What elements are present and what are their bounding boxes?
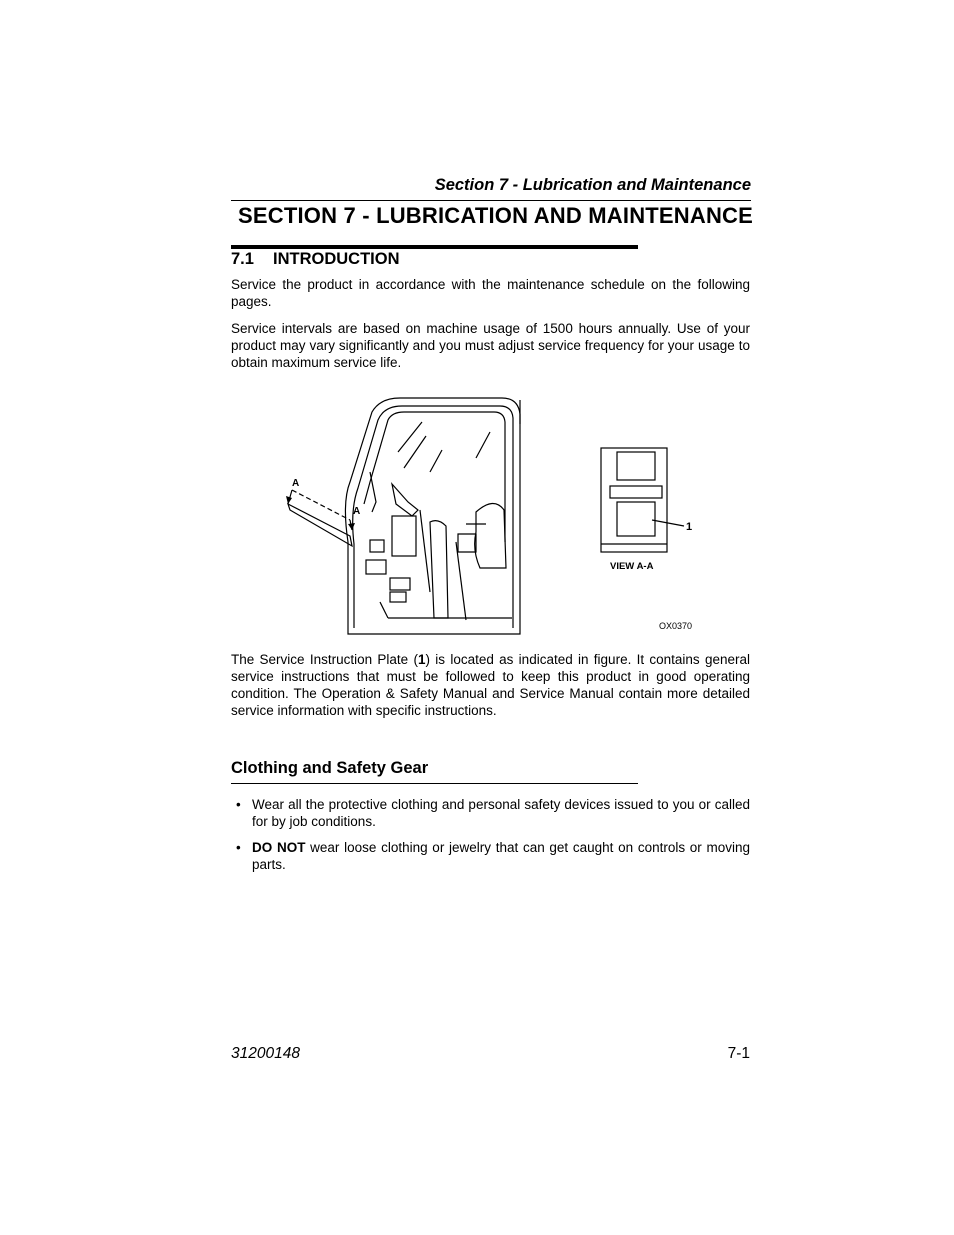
- service-plate-paragraph: [231, 651, 750, 719]
- intro-heading-number: 7.1: [231, 250, 254, 268]
- bullet-rest-text: wear loose clothing or jewelry that can get caught on controls or moving parts.: [252, 840, 751, 872]
- service-plate-text-before: The Service Instruction Plate (: [231, 652, 418, 667]
- list-item: [231, 796, 750, 830]
- clothing-rule: [231, 783, 638, 784]
- cab-illustration: [280, 392, 710, 638]
- section-rule: [231, 245, 638, 249]
- service-plate-text-after: ) is located as indicated in figure. It contains general service instructions that must be followed to keep this product in good operating condition. The Operation & Safety Manual and Service Manual contain more detailed service information with specific instructions.: [231, 652, 751, 718]
- cab-figure: [280, 392, 710, 638]
- intro-paragraph-1: Service the product in accordance with the maintenance schedule on the following pages.: [231, 277, 750, 309]
- section-title: SECTION 7 - LUBRICATION AND MAINTENANCE: [238, 203, 754, 228]
- header-rule: [231, 200, 751, 201]
- view-a-a-plate: [601, 448, 684, 552]
- service-plate-callout-ref: 1: [417, 652, 426, 667]
- bullet-dot: •: [236, 797, 241, 812]
- intro-heading-text: INTRODUCTION: [273, 250, 400, 268]
- page-number: 7-1: [727, 1045, 750, 1062]
- intro-paragraph-2: Service intervals are based on machine usage of 1500 hours annually. Use of your product may vary significantly and you must adjust service frequency for your usage to obtain maximum service life.: [231, 321, 750, 370]
- bullet-text: Wear all the protective clothing and personal safety devices issued to you or called for by job conditions.: [252, 797, 750, 829]
- callout-1: 1: [686, 521, 693, 533]
- section-label-a-2: A: [353, 506, 361, 517]
- bullet-bold-text: DO NOT: [252, 840, 306, 855]
- section-label-a-1: A: [292, 478, 300, 489]
- intro-heading: [231, 250, 400, 269]
- clothing-heading: Clothing and Safety Gear: [231, 759, 429, 777]
- bullet-dot: •: [236, 840, 241, 855]
- view-a-a-label: VIEW A-A: [610, 561, 654, 572]
- figure-id: OX0370: [659, 621, 693, 631]
- running-header: Section 7 - Lubrication and Maintenance: [434, 176, 751, 194]
- doc-number: 31200148: [231, 1045, 300, 1062]
- bullet-text: [252, 839, 750, 873]
- list-item: [231, 839, 750, 873]
